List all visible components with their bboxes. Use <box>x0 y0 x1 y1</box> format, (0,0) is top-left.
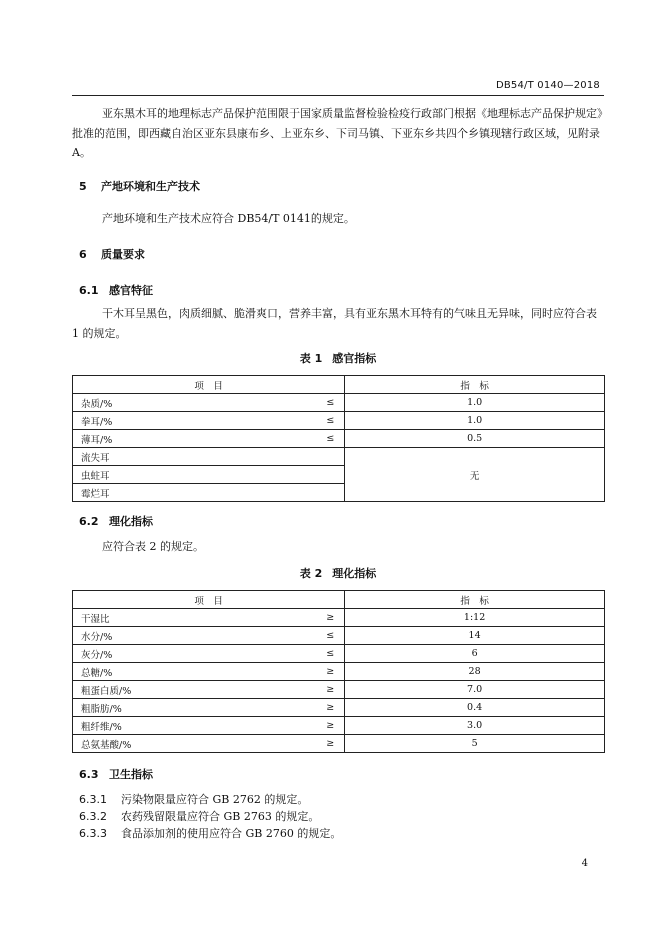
row-operator: ≥ <box>318 735 344 753</box>
clause-number: 6.3.3 <box>79 827 107 840</box>
row-operator: ≤ <box>318 394 344 412</box>
row-name: 薄耳/% <box>73 430 319 448</box>
row-name: 灰分/% <box>73 645 319 663</box>
table-caption: 感官指标 <box>332 352 377 365</box>
row-operator: ≤ <box>318 430 344 448</box>
table-row <box>73 412 605 430</box>
section-number: 5 <box>79 180 87 193</box>
row-operator: ≤ <box>318 645 344 663</box>
section-6-2-heading <box>79 513 153 529</box>
table-row <box>73 735 605 753</box>
table-1-title <box>72 350 604 366</box>
table-header-row <box>73 376 605 394</box>
row-value: 7.0 <box>345 681 605 699</box>
row-value: 1:12 <box>345 609 605 627</box>
row-name: 杂质/% <box>73 394 319 412</box>
table-header-row <box>73 591 605 609</box>
row-name: 流失耳 <box>73 448 345 466</box>
row-value: 14 <box>345 627 605 645</box>
section-5-heading <box>79 178 200 194</box>
table-row <box>73 645 605 663</box>
row-value: 28 <box>345 663 605 681</box>
column-header-item: 项 目 <box>73 591 345 609</box>
table-row <box>73 448 605 466</box>
column-header-value: 指 标 <box>345 591 605 609</box>
table-row <box>73 663 605 681</box>
table-label: 表 1 <box>299 352 323 365</box>
column-header-value: 指 标 <box>345 376 605 394</box>
clause-6-3-1 <box>79 791 308 807</box>
table-2-title <box>72 565 604 581</box>
section-6-1-text: 干木耳呈黑色，肉质细腻、脆滑爽口，营养丰富，具有亚东黑木耳特有的气味且无异味，同时应符合表 1 的规定。 <box>72 307 597 340</box>
section-6-2-text: 应符合表 2 的规定。 <box>102 540 204 553</box>
column-header-item: 项 目 <box>73 376 345 394</box>
page-number: 4 <box>581 858 588 869</box>
section-6-3-heading <box>79 766 153 782</box>
clause-number: 6.3.2 <box>79 810 107 823</box>
header-rule <box>72 95 604 96</box>
table-row <box>73 609 605 627</box>
clause-text: 污染物限量应符合 GB 2762 的规定。 <box>121 793 309 806</box>
row-value: 0.4 <box>345 699 605 717</box>
row-name: 拳耳/% <box>73 412 319 430</box>
section-6-heading <box>79 246 145 262</box>
clause-6-3-2 <box>79 808 319 824</box>
row-name: 水分/% <box>73 627 319 645</box>
row-value: 6 <box>345 645 605 663</box>
row-operator: ≤ <box>318 627 344 645</box>
clause-6-3-3 <box>79 825 341 841</box>
section-title: 理化指标 <box>109 515 153 528</box>
section-number: 6.2 <box>79 515 99 528</box>
section-title: 感官特征 <box>109 284 153 297</box>
table-2 <box>72 590 605 753</box>
merged-value: 无 <box>345 448 605 502</box>
section-5-text: 产地环境和生产技术应符合 DB54/T 0141的规定。 <box>102 212 355 225</box>
row-operator: ≥ <box>318 699 344 717</box>
row-value: 5 <box>345 735 605 753</box>
section-title: 卫生指标 <box>109 768 153 781</box>
row-operator: ≤ <box>318 412 344 430</box>
row-value: 0.5 <box>345 430 605 448</box>
row-operator: ≥ <box>318 717 344 735</box>
row-name: 粗纤维/% <box>73 717 319 735</box>
row-name: 总氨基酸/% <box>73 735 319 753</box>
row-operator: ≥ <box>318 663 344 681</box>
intro-paragraph: 亚东黑木耳的地理标志产品保护范围限于国家质量监督检验检疫行政部门根据《地理标志产品保护规定》批准的范围，即西藏自治区亚东县康布乡、上亚东乡、下司马镇、下亚东乡共四个乡镇现辖行政区域，见附录 A。 <box>72 107 603 159</box>
table-row <box>73 627 605 645</box>
section-number: 6.1 <box>79 284 99 297</box>
row-name: 粗脂肪/% <box>73 699 319 717</box>
row-value: 1.0 <box>345 412 605 430</box>
row-name: 霉烂耳 <box>73 484 345 502</box>
section-number: 6 <box>79 248 87 261</box>
section-number: 6.3 <box>79 768 99 781</box>
table-row <box>73 394 605 412</box>
table-1 <box>72 375 605 502</box>
row-value: 3.0 <box>345 717 605 735</box>
clause-number: 6.3.1 <box>79 793 107 806</box>
row-value: 1.0 <box>345 394 605 412</box>
document-code: DB54/T 0140—2018 <box>495 80 600 91</box>
section-title: 产地环境和生产技术 <box>101 180 200 193</box>
row-name: 虫蛀耳 <box>73 466 345 484</box>
row-name: 干湿比 <box>73 609 319 627</box>
row-operator: ≥ <box>318 609 344 627</box>
table-row <box>73 699 605 717</box>
table-caption: 理化指标 <box>332 567 377 580</box>
table-row <box>73 681 605 699</box>
row-name: 粗蛋白质/% <box>73 681 319 699</box>
clause-text: 农药残留限量应符合 GB 2763 的规定。 <box>121 810 320 823</box>
row-operator: ≥ <box>318 681 344 699</box>
table-row <box>73 717 605 735</box>
section-6-1-heading <box>79 282 153 298</box>
row-name: 总糖/% <box>73 663 319 681</box>
section-title: 质量要求 <box>101 248 145 261</box>
clause-text: 食品添加剂的使用应符合 GB 2760 的规定。 <box>121 827 342 840</box>
table-row <box>73 430 605 448</box>
table-label: 表 2 <box>299 567 323 580</box>
